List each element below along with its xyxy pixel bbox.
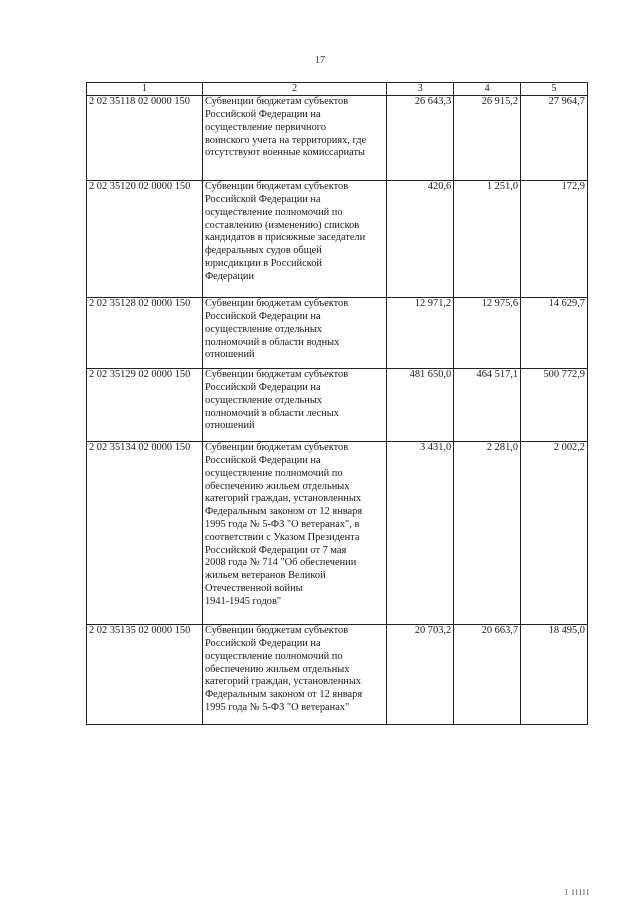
amount-col5-cell: 18 495,0: [521, 625, 588, 725]
header-col-2: 2: [202, 83, 386, 96]
budget-code-cell: 2 02 35128 02 0000 150: [87, 298, 203, 369]
amount-col3-cell: 420,6: [387, 181, 454, 298]
amount-col4-cell: 20 663,7: [454, 625, 521, 725]
amount-col3-cell: 26 643,3: [387, 96, 454, 181]
header-col-5: 5: [521, 83, 588, 96]
amount-col5-cell: 172,9: [521, 181, 588, 298]
table-row: [87, 298, 588, 369]
header-col-3: 3: [387, 83, 454, 96]
table-row: [87, 181, 588, 298]
amount-col5-cell: 14 629,7: [521, 298, 588, 369]
budget-code-cell: 2 02 35129 02 0000 150: [87, 369, 203, 442]
amount-col4-cell: 1 251,0: [454, 181, 521, 298]
amount-col5-cell: 500 772,9: [521, 369, 588, 442]
table-row: [87, 96, 588, 181]
page-number: 17: [315, 55, 325, 66]
amount-col5-cell: 2 002,2: [521, 442, 588, 625]
budget-code-cell: 2 02 35120 02 0000 150: [87, 181, 203, 298]
description-cell: Субвенции бюджетам субъектов Российской Федерации на осуществление полномочий по обеспечению жильем отдельных категорий граждан, установленных Федеральным законом от 12 января 1995 года № 5-ФЗ "О ветеранах", в соответствии с Указом Президента Российской Федерации от 7 мая 2008 года № 714 "Об обеспечении жильем ветеранов Великой Отечественной войны 1941-1945 годов": [202, 442, 386, 625]
amount-col4-cell: 464 517,1: [454, 369, 521, 442]
header-row: [87, 83, 588, 96]
footer-mark: I IIIII: [565, 888, 590, 897]
amount-col3-cell: 20 703,2: [387, 625, 454, 725]
amount-col5-cell: 27 964,7: [521, 96, 588, 181]
amount-col4-cell: 26 915,2: [454, 96, 521, 181]
table-row: [87, 369, 588, 442]
amount-col3-cell: 3 431,0: [387, 442, 454, 625]
table-row: [87, 442, 588, 625]
description-cell: Субвенции бюджетам субъектов Российской Федерации на осуществление полномочий по составлению (изменению) списков кандидатов в присяжные заседатели федеральных судов общей юрисдикции в Российской Федерации: [202, 181, 386, 298]
amount-col4-cell: 12 975,6: [454, 298, 521, 369]
budget-code-cell: 2 02 35134 02 0000 150: [87, 442, 203, 625]
budget-code-cell: 2 02 35135 02 0000 150: [87, 625, 203, 725]
header-col-1: 1: [87, 83, 203, 96]
description-cell: Субвенции бюджетам субъектов Российской Федерации на осуществление полномочий по обеспечению жильем отдельных категорий граждан, установленных Федеральным законом от 12 января 1995 года № 5-ФЗ "О ветеранах": [202, 625, 386, 725]
header-col-4: 4: [454, 83, 521, 96]
budget-table: [86, 82, 588, 725]
description-cell: Субвенции бюджетам субъектов Российской Федерации на осуществление первичного воинского учета на территориях, где отсутствуют военные комиссариаты: [202, 96, 386, 181]
description-cell: Субвенции бюджетам субъектов Российской Федерации на осуществление отдельных полномочий в области лесных отношений: [202, 369, 386, 442]
description-cell: Субвенции бюджетам субъектов Российской Федерации на осуществление отдельных полномочий в области водных отношений: [202, 298, 386, 369]
table-row: [87, 625, 588, 725]
amount-col3-cell: 12 971,2: [387, 298, 454, 369]
budget-code-cell: 2 02 35118 02 0000 150: [87, 96, 203, 181]
amount-col3-cell: 481 650,0: [387, 369, 454, 442]
amount-col4-cell: 2 281,0: [454, 442, 521, 625]
